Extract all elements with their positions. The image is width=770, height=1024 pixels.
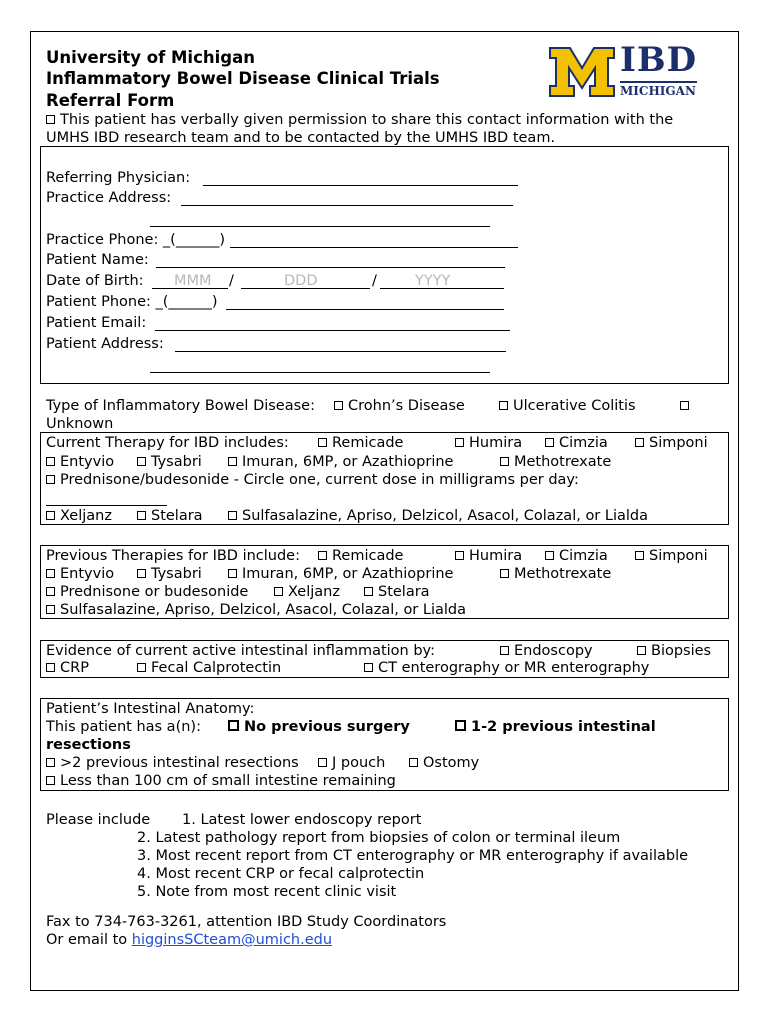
patient-name-field[interactable] [156, 267, 505, 268]
referring-physician-field[interactable] [203, 185, 518, 186]
logo-ibd-text: IBD [620, 40, 698, 80]
prev-remicade-checkbox[interactable] [318, 551, 327, 560]
current-therapy-label: Current Therapy for IBD includes: [46, 435, 289, 451]
referring-physician-label: Referring Physician: [46, 170, 191, 186]
unknown-label: Unknown [46, 416, 114, 432]
prev-sulfa[interactable]: Sulfasalazine, Apriso, Delzicol, Asacol, Colazal, or Lialda [46, 601, 466, 619]
current-stelara[interactable]: Stelara [137, 507, 203, 525]
current-imuran[interactable]: Imuran, 6MP, or Azathioprine [228, 453, 453, 471]
current-entyvio-checkbox[interactable] [46, 457, 55, 466]
current-xeljanz-checkbox[interactable] [46, 511, 55, 520]
practice-address-label: Practice Address: [46, 190, 172, 206]
patient-email-field[interactable] [155, 330, 510, 331]
inflam-fecal-checkbox[interactable] [137, 663, 146, 672]
patient-address-label: Patient Address: [46, 336, 164, 352]
prev-stelara[interactable]: Stelara [364, 583, 430, 601]
dob-month-placeholder: MMM [174, 273, 212, 289]
current-tysabri[interactable]: Tysabri [137, 453, 202, 471]
practice-phone-field[interactable] [230, 247, 518, 248]
anatomy-gt2[interactable]: >2 previous intestinal resections [46, 754, 299, 772]
ostomy-checkbox[interactable] [409, 758, 418, 767]
crohns-option[interactable]: Crohn’s Disease [334, 397, 465, 415]
current-prednisone[interactable]: Prednisone/budesonide - Circle one, current dose in milligrams per day: [46, 471, 579, 489]
prev-methotrexate[interactable]: Methotrexate [500, 565, 611, 583]
inflam-crp-checkbox[interactable] [46, 663, 55, 672]
practice-address-field-2[interactable] [150, 226, 490, 227]
unknown-checkbox[interactable] [680, 401, 689, 410]
prev-remicade[interactable]: Remicade [318, 547, 403, 565]
previous-therapy-label: Previous Therapies for IBD include: [46, 548, 300, 564]
current-simponi[interactable]: Simponi [635, 434, 708, 452]
prev-cimzia[interactable]: Cimzia [545, 547, 608, 565]
current-humira[interactable]: Humira [455, 434, 522, 452]
current-remicade-checkbox[interactable] [318, 438, 327, 447]
fax-line: Fax to 734-763-3261, attention IBD Study Coordinators [46, 914, 447, 930]
prev-imuran-checkbox[interactable] [228, 569, 237, 578]
dob-day-placeholder: DDD [284, 273, 318, 289]
dob-year-placeholder: YYYY [415, 273, 451, 289]
patient-address-field-2[interactable] [150, 372, 490, 373]
patient-name-label: Patient Name: [46, 252, 149, 268]
email-line: Or email to higginsSCteam@umich.edu [46, 932, 333, 948]
logo-divider [620, 81, 697, 83]
crohns-checkbox[interactable] [334, 401, 343, 410]
anatomy-jpouch[interactable]: J pouch [318, 754, 385, 772]
unknown-checkbox-wrap[interactable] [680, 397, 694, 415]
gt2-checkbox[interactable] [46, 758, 55, 767]
inflam-endoscopy-checkbox[interactable] [500, 646, 509, 655]
date-of-birth-label: Date of Birth: [46, 273, 144, 289]
anatomy-small-intestine[interactable]: Less than 100 cm of small intestine remaining [46, 772, 396, 790]
anatomy-label: Patient’s Intestinal Anatomy: [46, 701, 255, 717]
current-methotrexate[interactable]: Methotrexate [500, 453, 611, 471]
prev-stelara-checkbox[interactable] [364, 587, 373, 596]
inflam-biopsies[interactable]: Biopsies [637, 642, 711, 660]
current-prednisone-checkbox[interactable] [46, 475, 55, 484]
inflam-biopsies-checkbox[interactable] [637, 646, 646, 655]
prev-entyvio-checkbox[interactable] [46, 569, 55, 578]
michigan-block-m-logo [548, 46, 616, 98]
current-simponi-checkbox[interactable] [635, 438, 644, 447]
dob-slash-1: / [229, 273, 234, 289]
current-stelara-checkbox[interactable] [137, 511, 146, 520]
current-sulfa[interactable]: Sulfasalazine, Apriso, Delzicol, Asacol, Colazal, or Lialda [228, 507, 648, 525]
form-title-line1: University of Michigan [46, 48, 255, 67]
include-item-2: 2. Latest pathology report from biopsies of colon or terminal ileum [137, 830, 621, 846]
prev-humira[interactable]: Humira [455, 547, 522, 565]
include-item-3: 3. Most recent report from CT enterography or MR enterography if available [137, 848, 689, 864]
inflam-fecal[interactable]: Fecal Calprotectin [137, 659, 281, 677]
current-remicade[interactable]: Remicade [318, 434, 403, 452]
current-cimzia-checkbox[interactable] [545, 438, 554, 447]
patient-address-field[interactable] [175, 351, 506, 352]
disease-type-label: Type of Inflammatory Bowel Disease: [46, 398, 315, 414]
patient-phone-field[interactable] [226, 309, 504, 310]
uc-checkbox[interactable] [499, 401, 508, 410]
current-entyvio[interactable]: Entyvio [46, 453, 114, 471]
patient-email-label: Patient Email: [46, 315, 147, 331]
anatomy-prev-resections-cont: resections [46, 737, 131, 753]
prev-xeljanz[interactable]: Xeljanz [274, 583, 340, 601]
email-link[interactable]: higginsSCteam@umich.edu [131, 932, 333, 948]
prev-resections-checkbox[interactable] [455, 720, 466, 731]
prev-methotrexate-checkbox[interactable] [500, 569, 509, 578]
form-title-line3: Referral Form [46, 91, 175, 110]
current-methotrexate-checkbox[interactable] [500, 457, 509, 466]
current-xeljanz[interactable]: Xeljanz [46, 507, 112, 525]
prev-prednisone-checkbox[interactable] [46, 587, 55, 596]
permission-checkbox[interactable] [46, 115, 55, 124]
prev-tysabri[interactable]: Tysabri [137, 565, 202, 583]
permission-line2: UMHS IBD research team and to be contacted by the UMHS IBD team. [46, 130, 556, 146]
current-sulfa-checkbox[interactable] [228, 511, 237, 520]
include-item-5: 5. Note from most recent clinic visit [137, 884, 397, 900]
include-item-4: 4. Most recent CRP or fecal calprotectin [137, 866, 425, 882]
inflam-endoscopy[interactable]: Endoscopy [500, 642, 593, 660]
inflammation-label: Evidence of current active intestinal inflammation by: [46, 643, 435, 659]
anatomy-no-surgery[interactable]: No previous surgery [228, 718, 410, 736]
prev-sulfa-checkbox[interactable] [46, 605, 55, 614]
current-imuran-checkbox[interactable] [228, 457, 237, 466]
practice-address-field[interactable] [181, 205, 513, 206]
uc-option[interactable]: Ulcerative Colitis [499, 397, 636, 415]
permission-line1: This patient has verbally given permission to share this contact information with the [46, 111, 673, 129]
current-humira-checkbox[interactable] [455, 438, 464, 447]
include-item-1: 1. Latest lower endoscopy report [182, 812, 422, 828]
logo-michigan-text: MICHIGAN [620, 84, 696, 98]
prev-cimzia-checkbox[interactable] [545, 551, 554, 560]
practice-phone-label: Practice Phone: _(______) [46, 232, 225, 248]
anatomy-has-label: This patient has a(n): [46, 719, 201, 735]
no-surgery-checkbox[interactable] [228, 720, 239, 731]
include-label: Please include [46, 812, 151, 828]
prev-simponi[interactable]: Simponi [635, 547, 708, 565]
form-title-line2: Inflammatory Bowel Disease Clinical Trials [46, 69, 440, 88]
jpouch-checkbox[interactable] [318, 758, 327, 767]
anatomy-ostomy[interactable]: Ostomy [409, 754, 479, 772]
prev-imuran[interactable]: Imuran, 6MP, or Azathioprine [228, 565, 453, 583]
prednisone-dose-field[interactable] [46, 505, 167, 506]
current-tysabri-checkbox[interactable] [137, 457, 146, 466]
inflam-crp[interactable]: CRP [46, 659, 89, 677]
patient-phone-label: Patient Phone: _(______) [46, 294, 218, 310]
prev-prednisone[interactable]: Prednisone or budesonide [46, 583, 248, 601]
inflam-ct[interactable]: CT enterography or MR enterography [364, 659, 649, 677]
prev-humira-checkbox[interactable] [455, 551, 464, 560]
inflam-ct-checkbox[interactable] [364, 663, 373, 672]
current-cimzia[interactable]: Cimzia [545, 434, 608, 452]
prev-xeljanz-checkbox[interactable] [274, 587, 283, 596]
dob-slash-2: / [372, 273, 377, 289]
anatomy-prev-resections[interactable]: 1-2 previous intestinal [455, 718, 656, 736]
small-intestine-checkbox[interactable] [46, 776, 55, 785]
prev-simponi-checkbox[interactable] [635, 551, 644, 560]
prev-tysabri-checkbox[interactable] [137, 569, 146, 578]
prev-entyvio[interactable]: Entyvio [46, 565, 114, 583]
